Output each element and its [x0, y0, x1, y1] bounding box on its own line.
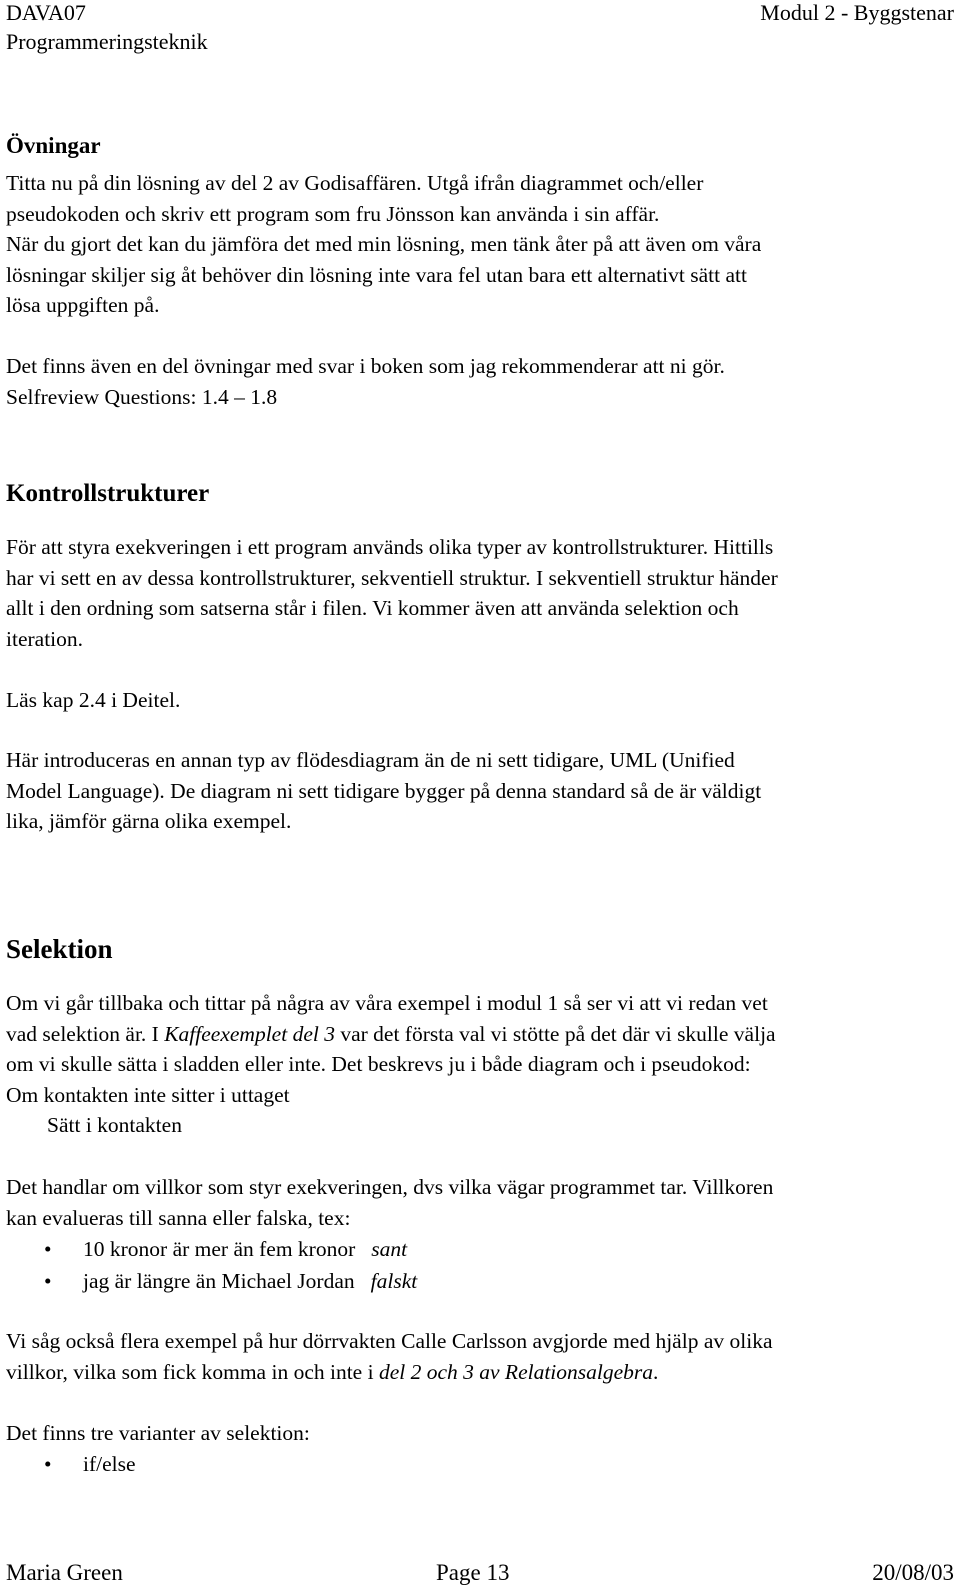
text-line: Vi såg också flera exempel på hur dörrvakten Calle Carlsson avgjorde med hjälp av olika — [6, 1329, 773, 1353]
text-line: När du gjort det kan du jämföra det med min lösning, men tänk åter på att även om våra — [6, 232, 762, 256]
variant-text: if/else — [83, 1452, 136, 1476]
condition-text: jag är längre än Michael Jordan — [83, 1268, 355, 1293]
text-line — [6, 1357, 956, 1388]
text-run: villkor, vilka som fick komma in och inte i — [6, 1359, 379, 1384]
text-line: Selfreview Questions: 1.4 – 1.8 — [6, 384, 278, 409]
bullet-dot-icon: • — [44, 1452, 52, 1476]
reference-kaffeexemplet: Kaffeexemplet del 3 — [164, 1021, 335, 1046]
header-module: Modul 2 - Byggstenar — [760, 0, 954, 25]
text-line: lösningar skiljer sig åt behöver din lösning inte vara fel utan bara ett alternativt sätt att — [6, 262, 747, 287]
reference-relationsalgebra: del 2 och 3 av Relationsalgebra — [378, 1359, 654, 1384]
text-line: lösa uppgiften på. — [6, 293, 160, 317]
section-heading-selektion: Selektion — [6, 934, 113, 964]
bullet-dot-icon: • — [44, 1237, 52, 1261]
text-line: om vi skulle sätta i sladden eller inte. Det beskrevs ju i både diagram och i pseudokod: — [6, 1052, 751, 1076]
condition-value: falskt — [370, 1268, 418, 1293]
section-heading-kontrollstrukturer: Kontrollstrukturer — [6, 480, 210, 507]
selektion-paragraph-1 — [6, 988, 956, 1141]
selektion-paragraph-4: Det finns tre varianter av selektion: — [6, 1421, 310, 1445]
kontroll-paragraph-1 — [6, 532, 956, 654]
pseudocode-line-2: Sätt i kontakten — [47, 1113, 182, 1137]
text-line: Det finns även en del övningar med svar i boken som jag rekommenderar att ni gör. — [6, 354, 725, 378]
selection-variants-list — [6, 1449, 136, 1481]
section-heading-ovningar: Övningar — [6, 133, 101, 158]
list-item — [6, 1234, 417, 1266]
footer-author: Maria Green — [6, 1560, 123, 1585]
pseudocode-line-1: Om kontakten inte sitter i uttaget — [6, 1082, 290, 1107]
text-line — [6, 1019, 956, 1050]
list-item — [6, 1449, 136, 1481]
text-run: . — [653, 1359, 659, 1384]
selektion-paragraph-3 — [6, 1326, 956, 1387]
text-line: För att styra exekveringen i ett program används olika typer av kontrollstrukturer. Hittills — [6, 535, 774, 559]
header-course-code: DAVA07 — [6, 0, 86, 25]
text-line: iteration. — [6, 626, 84, 651]
text-line: Model Language). De diagram ni sett tidigare bygger på denna standard så de är väldigt — [6, 778, 762, 803]
kontroll-paragraph-3 — [6, 745, 956, 837]
condition-value: sant — [371, 1237, 408, 1261]
text-line: Här introduceras en annan typ av flödesdiagram än de ni sett tidigare, UML (Unified — [6, 748, 735, 772]
text-line: lika, jämför gärna olika exempel. — [6, 809, 292, 833]
condition-text: 10 kronor är mer än fem kronor — [83, 1237, 356, 1261]
text-line: allt i den ordning som satserna står i filen. Vi kommer även att använda selektion och — [6, 596, 739, 620]
selektion-paragraph-2 — [6, 1172, 956, 1233]
text-line: kan evalueras till sanna eller falska, tex: — [6, 1205, 351, 1230]
ovningar-paragraph-2 — [6, 351, 956, 412]
footer-date: 20/08/03 — [872, 1560, 954, 1585]
text-run: var det första val vi stötte på det där vi skulle välja — [334, 1021, 776, 1046]
text-line: Om vi går tillbaka och tittar på några av våra exempel i modul 1 så ser vi att vi redan vet — [6, 991, 768, 1015]
condition-examples-list — [6, 1234, 417, 1297]
header-course-name: Programmeringsteknik — [6, 29, 208, 54]
text-line: Det handlar om villkor som styr exekveringen, dvs vilka vägar programmet tar. Villkoren — [6, 1175, 774, 1199]
text-line: Titta nu på din lösning av del 2 av Godisaffären. Utgå ifrån diagrammet och/eller — [6, 171, 704, 195]
list-item — [6, 1266, 417, 1298]
bullet-dot-icon: • — [44, 1268, 52, 1293]
footer-page-number: Page 13 — [436, 1560, 510, 1585]
text-line: pseudokoden och skriv ett program som fru Jönsson kan använda i sin affär. — [6, 201, 660, 226]
text-line: har vi sett en av dessa kontrollstrukturer, sekventiell struktur. I sekventiell struktur händer — [6, 565, 778, 590]
text-run: vad selektion är. I — [6, 1021, 165, 1046]
ovningar-paragraph-1 — [6, 168, 956, 321]
kontroll-paragraph-2: Läs kap 2.4 i Deitel. — [6, 688, 181, 712]
